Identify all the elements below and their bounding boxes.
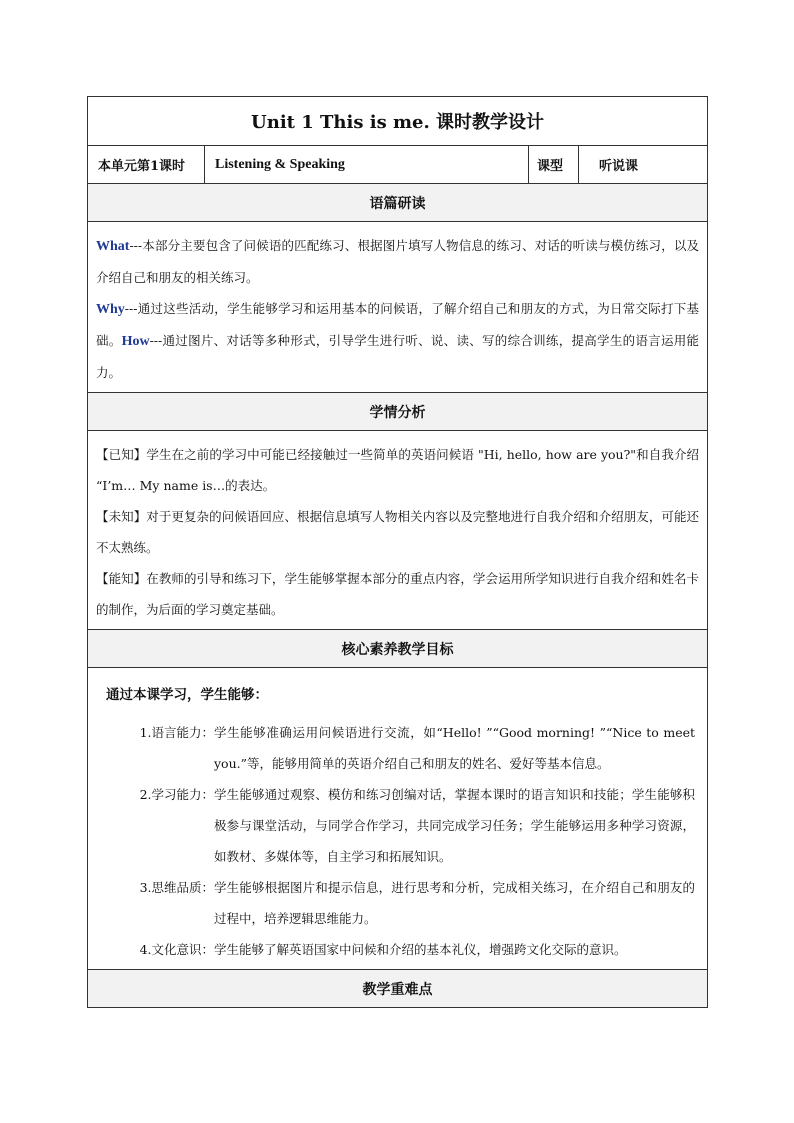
what-text: ---本部分主要包含了问候语的匹配练习、根据图片填写人物信息的练习、对话的听读与模仿练习，以及介绍自己和朋友的相关练习。 <box>96 238 700 285</box>
what-paragraph <box>96 230 699 293</box>
goal-item <box>96 872 699 934</box>
unknown-paragraph: 【未知】对于更复杂的问候语回应、根据信息填写人物相关内容以及完整地进行自我介绍和介绍朋友，可能还不太熟练。 <box>96 509 700 555</box>
goals-lead: 通过本课学习，学生能够： <box>106 687 268 703</box>
text-study-body <box>88 222 708 393</box>
goal-label: 3.思维品质： <box>139 880 214 895</box>
document-title: Unit 1 This is me. 课时教学设计 <box>88 97 708 146</box>
why-how-paragraph <box>96 293 699 388</box>
how-text: ---通过图片、对话等多种形式，引导学生进行听、说、读、写的综合训练，提高学生的语言运用能力。 <box>96 333 700 380</box>
lesson-label: 本单元第1课时 <box>88 146 205 184</box>
type-label: 课型 <box>529 146 579 184</box>
why-text: ---通过这些活动，学生能够学习和运用基本的问候语，了解介绍自己和朋友的方式，为日常交际打下基础。 <box>96 301 700 348</box>
section-heading-core-goals: 核心素养教学目标 <box>88 630 708 668</box>
section-heading-key-points: 教学重难点 <box>88 970 708 1008</box>
goal-text: 学生能够准确运用问候语进行交流，如“Hello! ”“Good morning! ”“Nice to meet you.”等，能够用简单的英语介绍自己和朋友的姓名、爱好等基本信息。 <box>214 725 696 771</box>
goal-text: 学生能够根据图片和提示信息，进行思考和分析，完成相关练习，在介绍自己和朋友的过程中，培养逻辑思维能力。 <box>214 880 696 926</box>
why-keyword: Why <box>96 302 125 317</box>
learner-analysis-body <box>88 431 708 630</box>
lesson-plan-document <box>87 96 707 1008</box>
lesson-value: Listening & Speaking <box>205 146 529 184</box>
goal-label: 2.学习能力： <box>139 787 214 802</box>
goal-item <box>96 717 699 779</box>
section-heading-learner-analysis: 学情分析 <box>88 393 708 431</box>
what-keyword: What <box>96 239 130 254</box>
goal-label: 4.文化意识： <box>139 942 214 957</box>
goal-item <box>96 779 699 872</box>
known-paragraph: 【已知】学生在之前的学习中可能已经接触过一些简单的英语问候语 "Hi, hello, how are you?"和自我介绍 “I’m… My name is…的表达。 <box>96 447 700 493</box>
goal-label: 1.语言能力： <box>139 725 214 740</box>
goal-text: 学生能够通过观察、模仿和练习创编对话，掌握本课时的语言知识和技能；学生能够积极参与课堂活动，与同学合作学习，共同完成学习任务；学生能够运用多种学习资源，如教材、多媒体等，自主学习和拓展知识。 <box>214 787 696 864</box>
goal-item <box>96 934 699 965</box>
type-value: 听说课 <box>579 146 708 184</box>
ability-paragraph: 【能知】在教师的引导和练习下，学生能够掌握本部分的重点内容，学会运用所学知识进行自我介绍和姓名卡的制作，为后面的学习奠定基础。 <box>96 571 700 617</box>
core-goals-body <box>88 668 708 970</box>
section-heading-text-study: 语篇研读 <box>88 184 708 222</box>
lesson-plan-table <box>87 96 708 1008</box>
goal-text: 学生能够了解英语国家中问候和介绍的基本礼仪，增强跨文化交际的意识。 <box>214 942 627 957</box>
how-keyword: How <box>121 334 150 349</box>
